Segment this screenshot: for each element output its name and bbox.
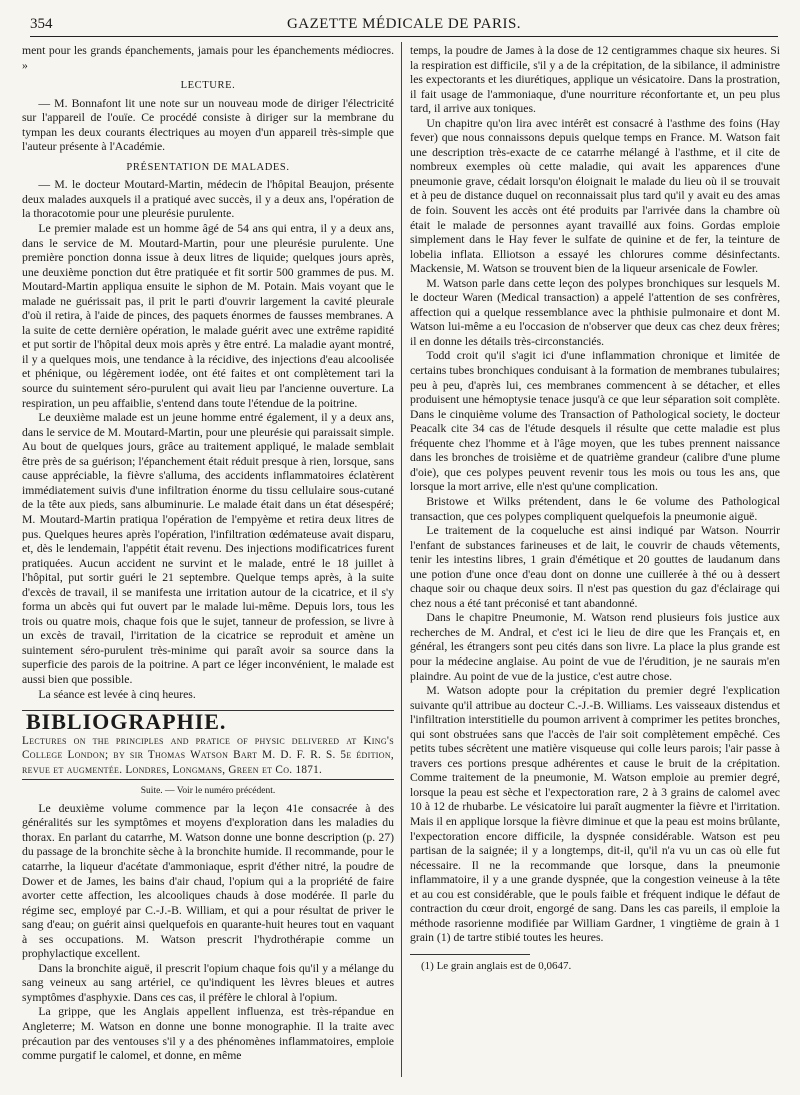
bronchial-polyps-paragraph: M. Watson parle dans cette leçon des polypes bronchiques sur lesquels M. le docteur Waren (Medical transaction) a appelé l'attention de ses confrères, affection qui a quelque ressemblance avec la phthisie pulmonaire et dont M. Watson lui-même a eu l'occasion de n'observer que deux cas chez deux frères; il en donne les détails très-circonstanciés. bbox=[410, 276, 780, 348]
crepitation-paragraph: M. Watson adopte pour la crépitation du premier degré l'explication suivante qu'il attribue au docteur C.-J.-B. Williams. Les vaisseaux distendus et l'infiltration interstitielle du poumon arrivent à comprimer les petites bronches, qui sont obstruées sans que l'accès de l'air soit complètement empêché. Ces petits tubes sécrètent une matière visqueuse qui colle leurs parois; l'air passe à travers ces portions presque adhérentes et cause le bruit de la crépitation. Comme traitement de la pneumonie, M. Watson emploie au premier degré, lorsque la peau est sèche et l'expectoration rare, 2 à 3 grains de calomel avec 10 à 12 de rhubarbe. Le vésicatoire lui paraît augmenter la fièvre et l'irritation. Mais il en applique lorsque la fièvre diminue et que la peau est moins brûlante, l'expectoration encore difficile, la dyspnée considérable. Watson est peu partisan de la saignée; il y a longtemps, dit-il, qu'il n'a vu un cas où elle fut nécessaire. Il ne la recommande que lorsque, dans la pneumonie inflammatoire, il y a une grande dyspnée, que la congestion veineuse à la tête et au cou est considérable, que le pouls faible et fréquent indique le défaut de contraction du cœur droit, engorgé de sang. Dans les cas pareils, il emploie la méthode rasorienne modifiée par William Gardner, 1 vingtième de grain à 1 grain (1) de tartre stibié toutes les heures. bbox=[410, 684, 780, 945]
intro-paragraph: ment pour les grands épanchements, jamais pour les épanchements médiocres. » bbox=[22, 44, 394, 72]
bibliography-paragraph-3: La grippe, que les Anglais appellent influenza, est très-répandue en Angleterre; M. Watson en donne une bonne monographie. Il la traite avec précaution par des ventouses s'il y a des phénomènes inflammatoires, emploie comme purgatif le calomel, et donne, en même bbox=[22, 1005, 394, 1063]
lecture-paragraph: — M. Bonnafont lit une note sur un nouveau mode de diriger l'électricité sur l'appareil de l'ouïe. Ce procédé consiste à diriger sur la membrane du tympan les deux courants électriques au moyen d'un appareil très-simple que l'auteur présente à l'Académie. bbox=[22, 96, 394, 154]
column-divider bbox=[401, 42, 402, 1077]
bibliography-paragraph-2: Dans la bronchite aiguë, il prescrit l'opium chaque fois qu'il y a mélange du sang veineux au sang artériel, ce qu'indiquent les lèvres bleues et autres symptômes d'asphyxie. Dans ces cas, il préfère le chloral à l'opium. bbox=[22, 961, 394, 1004]
hay-fever-paragraph: Un chapitre qu'on lira avec intérêt est consacré à l'asthme des foins (Hay fever) que nous connaissons depuis quelque temps en France. M. Watson fait une description très-exacte de ce catarrhe mélangé à l'asthme, et il cite de nombreux exemples où cette maladie, qui avait les apparences d'une pneumonie grave, cédait lorsqu'on éloignait le malade du lieu où il se trouvait et à peu de distance duquel on reconnaissait plus tard qu'il y avait eu des amas de foin. Souvent les accès ont été produits par l'arrivée dans la chambre où était le malade de personnes ayant travaillé aux foins. Gordas emploie simplement dans le Hay fever le sulfate de quinine et de fer, la teinture de lobelia inflata. Elliotson a essayé les chlorures comme désinfectants. Mackensie, M. Watson se trouvent bien de la liqueur arsenicale de Fowler. bbox=[410, 116, 780, 276]
page-header bbox=[30, 12, 778, 37]
bibliography-reference: Lectures on the principles and pratice of physic delivered at King's College London; by sir Thomas Watson Bart M. D. F. R. S. 5e édition, revue et augmentée. Londres, Longmans, Green et Co. 1871. bbox=[22, 734, 394, 776]
right-paragraph-1: temps, la poudre de James à la dose de 12 centigrammes chaque six heures. Si la respiration est difficile, s'il y a de la crépitation, de la sibilance, il administre les expectorants et les diurétiques, applique un vésicatoire. Dans la prostration, il fait usage de l'ammoniaque, d'une nourriture réconfortante et, un peu plus tard, il arrive aux toniques. bbox=[410, 44, 780, 116]
bibliography-paragraph-1: Le deuxième volume commence par la leçon 41e consacrée à des généralités sur les symptômes et moyens d'exploration dans les maladies du thorax. En parlant du catarrhe, M. Watson donne une bonne description (p. 27) du passage de la bronchite sèche à la bronchite humide. Il recommande, pour le catarrhe, la liqueur d'acétate d'ammoniaque, esprit d'éther nitré, la poudre de Dower et de James, les bains d'air chaud, l'opium qui a la propriété de faire avorter cette affection, les alcooliques chauds à dose modérée. Il parle du régime sec, employé par C.-J.-B. William, et qui a pour résultat de priver le sang d'eau; on guérit ainsi quelquefois en quarante-huit heures tout en vaquant à ses occupations. M. Watson prescrit l'hydrothérapie comme un prophylactique excellent. bbox=[22, 801, 394, 961]
footnote: (1) Le grain anglais est de 0,0647. bbox=[421, 959, 572, 972]
page-number: 354 bbox=[30, 16, 53, 32]
lecture-heading: LECTURE. bbox=[180, 80, 236, 92]
bristowe-wilks-paragraph: Bristowe et Wilks prétendent, dans le 6e volume des Pathological transaction, que ces polypes compliquent quelquefois la pneumonie aiguë. bbox=[410, 494, 780, 523]
footnote-rule bbox=[410, 954, 530, 955]
presentation-paragraph: — M. le docteur Moutard-Martin, médecin de l'hôpital Beaujon, présente deux malades auxquels il a pratiqué avec succès, il y a deux ans, l'opération de la thoracotomie pour une pleurésie purulente. bbox=[22, 178, 394, 221]
first-patient-paragraph: Le premier malade est un homme âgé de 54 ans qui entra, il y a deux ans, dans le service de M. Moutard-Martin, pour une pleurésie purulente. Une première ponction donna issue à deux litres de liquide; quelques jours après, une deuxième ponction dut être pratiquée et fit sortir 500 grammes de pus. M. Moutard-Martin appliqua ensuite le siphon de M. Potain. Mais voyant que le malade ne guérissait pas, il prit le parti d'ouvrir largement la cavité pleurale d'où il retira, à l'aide de pinces, des paquets énormes de fausses membranes. A la suite de cette dernière opération, le malade guérit avec une extrême rapidité et put sortir de l'hôpital deux mois après y être entré. La maladie ayant montré, il y a quelques mois, une tendance à la récidive, des injections d'eau alcoolisée et phénique, ou légèrement iodée, ont été faites et ont complètement tari la source du suintement séro-purulent qui avait lieu par l'ancienne ouverture. La respiration, un peu affaiblie, s'entend dans toute l'étendue de la poitrine. bbox=[22, 222, 394, 410]
presentation-heading: PRÉSENTATION DE MALADES. bbox=[126, 161, 290, 173]
bibliography-section bbox=[22, 710, 394, 780]
left-column bbox=[22, 44, 394, 1064]
right-column bbox=[410, 44, 780, 973]
whooping-cough-paragraph: Le traitement de la coqueluche est ainsi indiqué par Watson. Nourrir l'enfant de substances farineuses et de lait, le couvrir de chauds vêtements, tenir les intestins libres, 1 grain d'émétique et 20 gouttes de laudanum dans une potion d'une once d'eau dont on donne une cuillerée à thé ou à dessert chaque soir ou chaque deux soirs. Il n'est pas question du gaz d'éclairage qui chez nous a été tant préconisé et tant abandonné. bbox=[410, 524, 780, 610]
todd-paragraph: Todd croit qu'il s'agit ici d'une inflammation chronique et limitée de certains tubes bronchiques conduisant à la formation de membranes tubulaires; peu à peu, d'après lui, ces membranes commencent à se détacher, et elles produisent une hémoptysie tenace jusqu'à ce que leur séparation soit complète. Dans le cinquième volume des Transaction of Pathological society, le docteur Peacalk cite 34 cas de l'étude desquels il résulte que cette maladie est plus fréquente chez l'homme et à l'âge moyen, que les tubes prennent naissance dans les bronches de troisième et de quatrième grandeur (calibre d'une plume d'oie), que ces polypes peuvent revenir tous les mois ou tous les ans, que lorsque la mort arrive, elle n'est qu'une complication. bbox=[410, 349, 780, 494]
session-closed-paragraph: La séance est levée à cinq heures. bbox=[38, 687, 196, 701]
pneumonia-chapter-paragraph: Dans le chapitre Pneumonie, M. Watson rend plusieurs fois justice aux recherches de M. Andral, et c'est ici le lieu de dire que les Français et, en général, les étrangers sont peu cités dans son livre. La place la plus grande est pour la médecine anglaise. Au point de vue de l'érudition, je ne saurais m'en plaindre. Au point de vue de la justice, c'est autre chose. bbox=[410, 611, 780, 683]
continuation-note: Suite. — Voir le numéro précédent. bbox=[140, 786, 276, 797]
journal-title: GAZETTE MÉDICALE DE PARIS. bbox=[286, 16, 522, 32]
second-patient-paragraph: Le deuxième malade est un jeune homme entré également, il y a deux ans, dans le service de M. Moutard-Martin, pour une pleurésie qui paraissait simple. Au bout de quelques jours, grâce au traitement appliqué, le malade semblait être près de sa guérison; l'épanchement était réduit presque à rien, lorsque, sans cause appréciable, la fièvre s'alluma, des accidents inflammatoires éclatèrent immédiatement suivis d'une infiltration énorme du tissu cellulaire sous-cutané de la tête aux pieds, sans albuminurie. Le malade était dans un état désespéré; M. Moutard-Martin pratiqua l'opération de l'empyème et retira deux litres de pus. Quelques heures après l'opération, l'infiltration œdémateuse avait disparu, et, dès le lendemain, l'appétit était revenu. Des injections modificatrices furent pratiquées. Aucun accident ne survint et le malade, entré le 18 juillet à l'hôpital, put sortir guéri le 21 septembre. Quelque temps après, à la suite d'excès de travail, il se manifesta une irritation autour de la cicatrice, et il s'y forma un abcès qui fut ouvert par le malade lui-même. Depuis lors, tous les trois ou quatre mois, chaque fois que le sujet, tanneur de profession, se livre à un excès de travail, l'irritation de la cicatrice se reproduit et amène un suintement séro-purulent très-minime qui paraît avoir sa source dans la superficie des parois de la poitrine. A part ce léger inconvénient, le malade est aussi bien que possible. bbox=[22, 411, 394, 686]
bibliography-title: BIBLIOGRAPHIE. bbox=[26, 709, 227, 735]
